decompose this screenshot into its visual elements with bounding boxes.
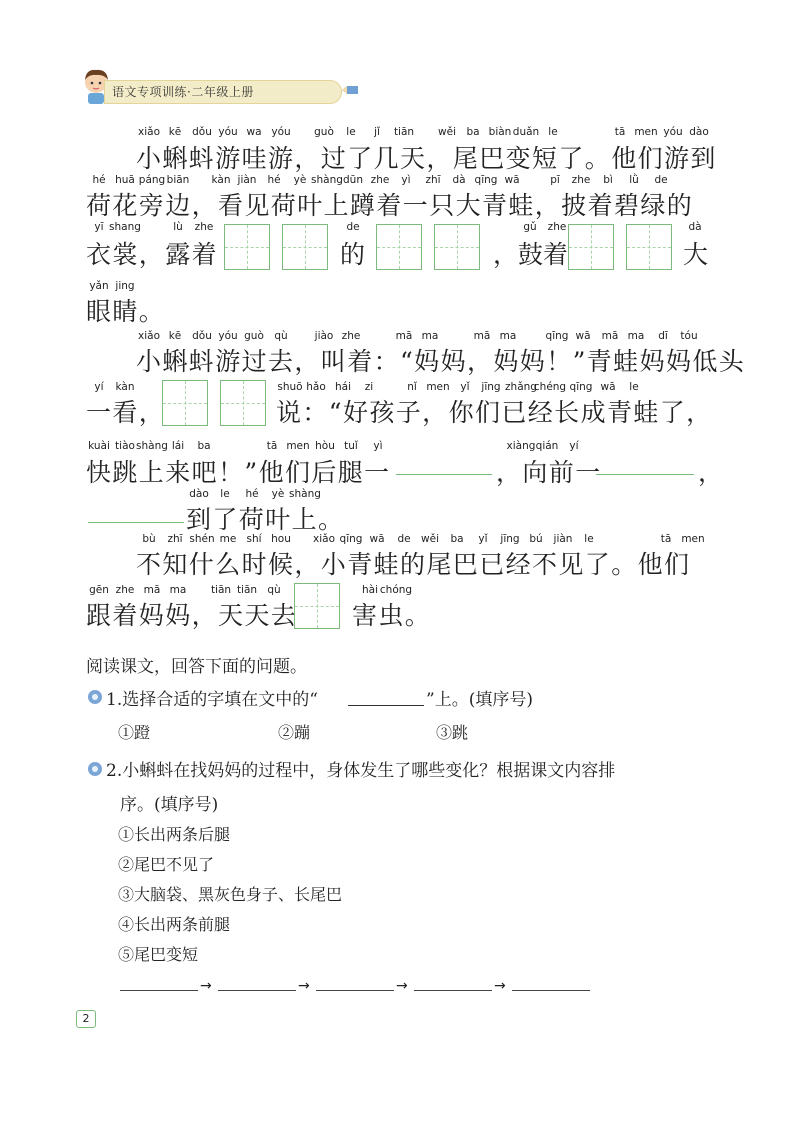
pinyin-syllable: guò — [244, 330, 264, 342]
pinyin-syllable: zhī — [167, 533, 183, 545]
p1-line1-text: 小蝌蚪游哇游，过了几天，尾巴变短了。他们游到 — [136, 144, 717, 173]
char-box[interactable] — [220, 380, 266, 426]
p3-line2-text-a: 跟着妈妈，天天去 — [86, 601, 298, 630]
pinyin-syllable: ma — [169, 584, 187, 596]
pinyin-syllable: mā — [143, 584, 161, 596]
pinyin-syllable: qián — [535, 440, 559, 452]
pinyin-syllable: qù — [274, 330, 288, 342]
pinyin-syllable: qīng — [339, 533, 363, 545]
pinyin-syllable: wa — [246, 126, 262, 138]
pinyin-syllable: shén — [189, 533, 215, 545]
pinyin-syllable: hé — [92, 174, 106, 186]
pinyin-syllable: dào — [189, 488, 209, 500]
char-box[interactable] — [568, 224, 614, 270]
header-title: 语文专项训练·二年级上册 — [112, 85, 254, 99]
order-blank[interactable] — [218, 990, 296, 991]
pinyin-syllable: de — [346, 221, 360, 233]
pinyin-syllable: yǎn — [89, 280, 109, 292]
pinyin-syllable: men — [681, 533, 705, 545]
pinyin-syllable: lǜ — [629, 174, 639, 186]
p2-line2-text-b: 说：“好孩子，你们已经长成青蛙了， — [276, 398, 713, 427]
pinyin-syllable: kē — [168, 330, 182, 342]
p3-line2-text-b: 害虫。 — [352, 601, 432, 630]
q1-text-end: ”上。(填序号) — [426, 690, 533, 710]
pinyin-syllable: yóu — [218, 126, 238, 138]
order-blank[interactable] — [316, 990, 394, 991]
pinyin-syllable: shàng — [289, 488, 321, 500]
pinyin-syllable: hǎo — [306, 381, 326, 393]
p2-line4-text: 到了荷叶上。 — [186, 505, 345, 534]
pinyin-syllable: dà — [688, 221, 702, 233]
pinyin-syllable: jiàn — [237, 174, 257, 186]
pinyin-syllable: xiǎo — [138, 330, 160, 342]
char-box[interactable] — [224, 224, 270, 270]
pinyin-syllable: shí — [246, 533, 262, 545]
p1-line3-text-b: 的 — [340, 240, 366, 269]
q2-text-2: 序。(填序号) — [120, 795, 219, 815]
pinyin-syllable: zhe — [115, 584, 135, 596]
pinyin-syllable: pī — [550, 174, 560, 186]
pinyin-syllable: ba — [466, 126, 480, 138]
pinyin-syllable: jīng — [500, 533, 520, 545]
pinyin-syllable: yè — [293, 174, 307, 186]
pinyin-syllable: mā — [473, 330, 491, 342]
char-box[interactable] — [162, 380, 208, 426]
pinyin-syllable: le — [629, 381, 639, 393]
pinyin-syllable: de — [397, 533, 411, 545]
arrow-right-icon: → — [298, 978, 310, 994]
pinyin-syllable: de — [654, 174, 668, 186]
pinyin-syllable: jing — [115, 280, 135, 292]
pinyin-syllable: jīng — [481, 381, 501, 393]
char-box[interactable] — [294, 583, 340, 629]
pinyin-syllable: wā — [575, 330, 591, 342]
pinyin-syllable: ma — [627, 330, 645, 342]
pinyin-syllable: mā — [601, 330, 619, 342]
pinyin-syllable: yè — [271, 488, 285, 500]
arrow-right-icon: → — [494, 978, 506, 994]
pinyin-syllable: chóng — [379, 584, 413, 596]
pinyin-syllable: yóu — [271, 126, 291, 138]
pinyin-syllable: kàn — [115, 381, 135, 393]
pinyin-syllable: zhe — [341, 330, 361, 342]
flower-bullet-icon — [88, 690, 102, 704]
pinyin-syllable: zhe — [194, 221, 214, 233]
char-box[interactable] — [434, 224, 480, 270]
pinyin-syllable: kē — [168, 126, 182, 138]
pinyin-syllable: tiān — [210, 584, 232, 596]
pinyin-syllable: yì — [401, 174, 411, 186]
order-blank[interactable] — [512, 990, 590, 991]
pinyin-syllable: qīng — [474, 174, 498, 186]
pinyin-syllable: nǐ — [407, 381, 417, 393]
pinyin-syllable: zhe — [547, 221, 567, 233]
pinyin-syllable: biān — [166, 174, 190, 186]
pinyin-syllable: ma — [499, 330, 517, 342]
q1-option[interactable]: ①蹬 — [118, 723, 151, 742]
q2-item: ②尾巴不见了 — [118, 855, 215, 874]
pinyin-syllable: hé — [245, 488, 259, 500]
p1-line3-text-c: ，鼓着 — [493, 240, 569, 269]
p3-line1-text: 不知什么时候，小青蛙的尾巴已经不见了。他们 — [136, 550, 691, 579]
pinyin-syllable: jiàn — [553, 533, 573, 545]
pinyin-syllable: dào — [689, 126, 709, 138]
q2-item: ④长出两条前腿 — [118, 915, 231, 934]
pinyin-syllable: le — [346, 126, 356, 138]
pinyin-syllable: qīng — [569, 381, 593, 393]
pinyin-syllable: mā — [395, 330, 413, 342]
pinyin-syllable: wā — [369, 533, 385, 545]
pinyin-syllable: dī — [658, 330, 668, 342]
pinyin-syllable: le — [548, 126, 558, 138]
pinyin-syllable: kàn — [211, 174, 231, 186]
page-number: 2 — [76, 1010, 96, 1028]
pinyin-syllable: hài — [361, 584, 379, 596]
pinyin-syllable: qīng — [545, 330, 569, 342]
pinyin-syllable: ba — [450, 533, 464, 545]
pinyin-syllable: kuài — [88, 440, 110, 452]
pinyin-syllable: yóu — [218, 330, 238, 342]
pinyin-syllable: le — [584, 533, 594, 545]
pinyin-syllable: hou — [271, 533, 291, 545]
pinyin-syllable: gǔ — [523, 221, 537, 233]
pinyin-syllable: bú — [529, 533, 543, 545]
pinyin-syllable: wā — [600, 381, 616, 393]
pinyin-syllable: tā — [266, 440, 278, 452]
pinyin-syllable: men — [286, 440, 310, 452]
pinyin-syllable: tā — [614, 126, 626, 138]
pinyin-syllable: lái — [171, 440, 185, 452]
arrow-right-icon: → — [396, 978, 408, 994]
pinyin-syllable: yí — [569, 440, 579, 452]
pinyin-syllable: jiào — [314, 330, 334, 342]
pinyin-syllable: tiān — [393, 126, 415, 138]
pinyin-syllable: tóu — [680, 330, 698, 342]
pinyin-syllable: duǎn — [512, 126, 540, 138]
order-blank[interactable] — [120, 990, 198, 991]
char-box[interactable] — [376, 224, 422, 270]
pinyin-syllable: hái — [334, 381, 352, 393]
pinyin-syllable: yóu — [663, 126, 683, 138]
pinyin-syllable: tā — [660, 533, 672, 545]
instruction: 阅读课文，回答下面的问题。 — [86, 657, 307, 677]
pinyin-syllable: yǐ — [478, 533, 488, 545]
pinyin-syllable: ba — [197, 440, 211, 452]
pinyin-syllable: zi — [364, 381, 374, 393]
p2-line3-text-a: 快跳上来吧！”他们后腿一 — [86, 458, 391, 487]
char-box[interactable] — [282, 224, 328, 270]
p2-line2-text-a: 一看， — [86, 398, 166, 427]
pinyin-syllable: le — [220, 488, 230, 500]
pinyin-syllable: shang — [109, 221, 141, 233]
pinyin-syllable: huā — [115, 174, 135, 186]
p1-line4-text: 眼睛。 — [86, 297, 166, 326]
pinyin-syllable: bì — [603, 174, 613, 186]
pinyin-syllable: zhī — [425, 174, 441, 186]
pinyin-syllable: xiǎo — [138, 126, 160, 138]
pinyin-syllable: hòu — [315, 440, 335, 452]
answer-blank[interactable] — [88, 522, 184, 523]
pinyin-syllable: yǐ — [460, 381, 470, 393]
pinyin-syllable: guò — [314, 126, 334, 138]
pinyin-syllable: shuō — [277, 381, 303, 393]
pinyin-syllable: biàn — [488, 126, 512, 138]
pinyin-syllable: yī — [94, 221, 104, 233]
q1-blank — [348, 705, 424, 706]
pinyin-syllable: shàng — [136, 440, 168, 452]
pinyin-syllable: hé — [267, 174, 281, 186]
q2-item: ①长出两条后腿 — [118, 825, 231, 844]
pinyin-syllable: zhǎng — [505, 381, 537, 393]
pinyin-syllable: qù — [267, 584, 281, 596]
pinyin-syllable: wā — [504, 174, 520, 186]
pinyin-syllable: jǐ — [374, 126, 380, 138]
q2-text: 2.小蝌蚪在找妈妈的过程中，身体发生了哪些变化？根据课文内容排 — [106, 761, 616, 781]
answer-blank[interactable] — [396, 474, 492, 475]
pinyin-syllable: ma — [421, 330, 439, 342]
pinyin-syllable: bù — [142, 533, 156, 545]
q2-item: ⑤尾巴变短 — [118, 945, 199, 964]
pinyin-syllable: xiàng — [506, 440, 536, 452]
char-box[interactable] — [626, 224, 672, 270]
pinyin-syllable: tuǐ — [344, 440, 358, 452]
q1-option[interactable]: ②蹦 — [278, 723, 311, 742]
q1-text: 1.选择合适的字填在文中的“ — [106, 690, 318, 710]
pinyin-syllable: yí — [94, 381, 104, 393]
arrow-right-icon: → — [200, 978, 212, 994]
pencil-icon — [342, 85, 360, 95]
pinyin-syllable: men — [426, 381, 450, 393]
pinyin-syllable: gēn — [89, 584, 109, 596]
q1-option[interactable]: ③跳 — [436, 723, 469, 742]
pinyin-syllable: zhe — [370, 174, 390, 186]
pinyin-syllable: wěi — [421, 533, 439, 545]
pinyin-syllable: dǒu — [192, 330, 212, 342]
pinyin-syllable: dà — [452, 174, 466, 186]
p1-line3-text-d: 大 — [683, 240, 709, 269]
p2-line3-text-b: ，向前一 — [496, 458, 602, 487]
pinyin-syllable: me — [219, 533, 237, 545]
pinyin-syllable: xiǎo — [313, 533, 335, 545]
pinyin-syllable: men — [634, 126, 658, 138]
pinyin-syllable: páng — [138, 174, 166, 186]
pinyin-syllable: shàng — [311, 174, 343, 186]
pinyin-syllable: dūn — [343, 174, 363, 186]
p1-line3-text-a: 衣裳，露着 — [86, 240, 219, 269]
p1-line2-text: 荷花旁边，看见荷叶上蹲着一只大青蛙，披着碧绿的 — [86, 191, 694, 220]
pinyin-syllable: zhe — [571, 174, 591, 186]
p2-line1-text: 小蝌蚪游过去，叫着：“妈妈，妈妈！”青蛙妈妈低头 — [136, 347, 746, 376]
flower-bullet-icon — [88, 762, 102, 776]
pinyin-syllable: wěi — [438, 126, 456, 138]
q2-item: ③大脑袋、黑灰色身子、长尾巴 — [118, 885, 343, 904]
pinyin-syllable: dǒu — [192, 126, 212, 138]
pinyin-syllable: tiān — [236, 584, 258, 596]
pinyin-syllable: yì — [373, 440, 383, 452]
pinyin-syllable: lù — [173, 221, 183, 233]
order-blank[interactable] — [414, 990, 492, 991]
p2-line3-text-c: ， — [698, 458, 724, 487]
pinyin-syllable: chéng — [533, 381, 567, 393]
answer-blank[interactable] — [596, 474, 694, 475]
pinyin-syllable: tiào — [115, 440, 135, 452]
